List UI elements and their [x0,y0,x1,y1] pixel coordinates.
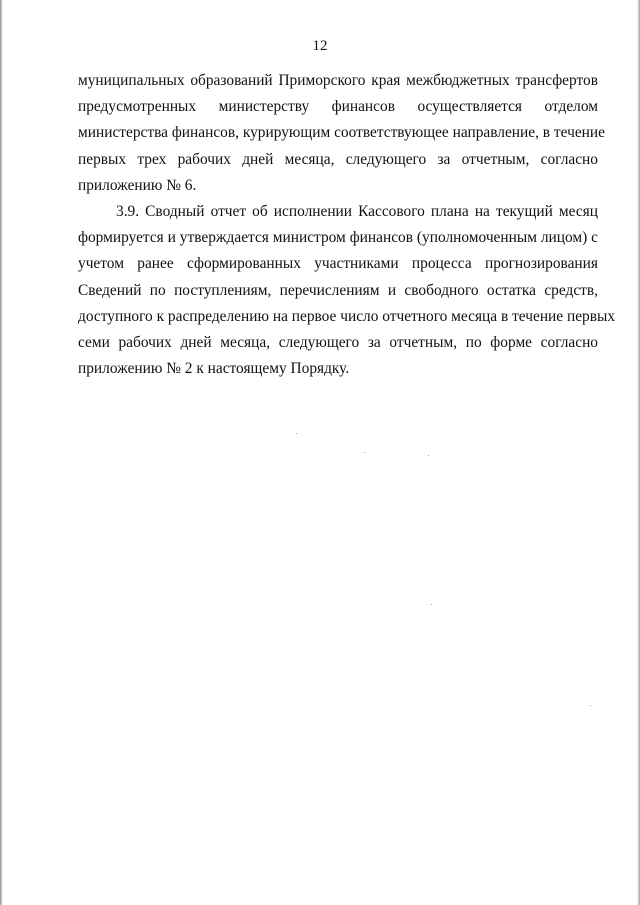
paragraph-line: учетом ранее сформированных участниками процесса прогнозирования [78,255,598,273]
paragraph-line: семи рабочих дней месяца, следующего за отчетным, по форме согласно [78,334,598,352]
scan-speck [428,455,429,456]
scan-speck [296,433,297,434]
paragraph-line: приложению № 6. [78,176,197,194]
scan-speck [590,705,591,706]
scan-speck [364,452,365,453]
paragraph-line: доступного к распределению на первое число отчетного месяца в течение первых [78,307,616,325]
paragraph-line: формируется и утверждается министром финансов (уполномоченным лицом) с [78,229,598,247]
page-number: 12 [312,38,328,54]
scan-speck [431,604,432,605]
paragraph-3-9 [78,199,616,382]
paragraph-line: первых трех рабочих дней месяца, следующего за отчетным, согласно [78,150,598,168]
paragraph-line: приложению № 2 к настоящему Порядку. [78,360,350,378]
paragraph-1 [78,68,605,199]
paragraph-line: муниципальных образований Приморского края межбюджетных трансфертов [78,72,598,89]
paragraph-line: министерства финансов, курирующим соответствующее направление, в течение [78,124,605,142]
paragraph-line: Сведений по поступлениям, перечислениям и свободного остатка средств, [78,281,598,299]
paragraph-line: предусмотренных министерству финансов осуществляется отделом [78,98,598,116]
paragraph-line: 3.9. Сводный отчет об исполнении Кассового плана на текущий месяц [116,203,598,220]
scan-edge-left [0,0,3,905]
